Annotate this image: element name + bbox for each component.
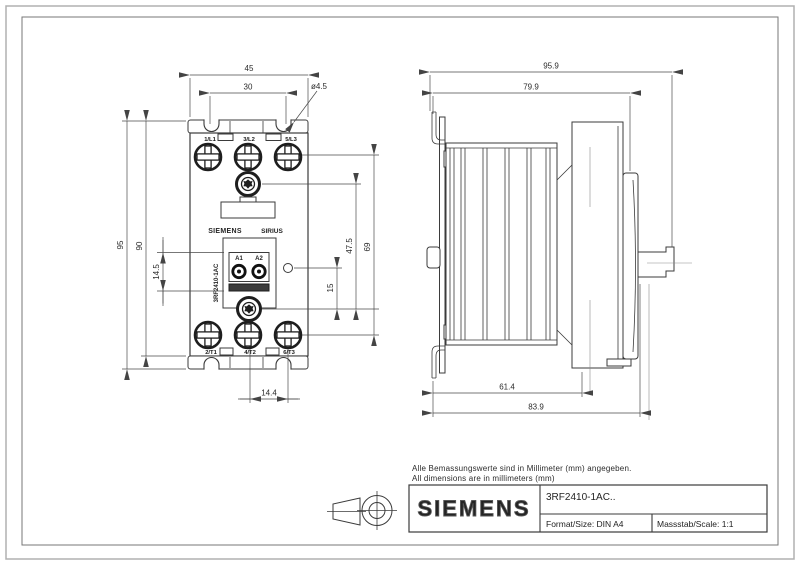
cover-bottom-tab (607, 359, 631, 366)
dim-terminal-span-69 (302, 155, 379, 335)
terminal-tab-top-2 (266, 134, 281, 141)
dim-text-30: 30 (243, 82, 253, 92)
screw-terminal-1l1 (195, 144, 221, 170)
title-part-number: 3RF2410-1AC.. (546, 492, 616, 503)
title-scale: Massstab/Scale: 1:1 (657, 519, 734, 529)
device-brand-text: SIEMENS (208, 228, 242, 235)
terminal-label-1l1: 1/L1 (204, 137, 216, 143)
mounting-slot-left (204, 119, 219, 131)
terminal-label-5l3: 5/L3 (285, 137, 297, 143)
side-knob (638, 247, 674, 277)
dim-text-14-4: 14.4 (261, 388, 277, 398)
dim-text-90: 90 (135, 241, 144, 251)
dim-text-47-5: 47.5 (345, 238, 354, 254)
note-german: Alle Bemassungswerte sind in Millimeter (mm) angegeben. (412, 464, 632, 473)
device-model-text: 3RF2410-1AC (214, 263, 220, 303)
heatsink (446, 143, 557, 345)
screw-terminal-6t3 (275, 322, 301, 348)
mounting-slot-bottom-left (204, 358, 219, 370)
screw-terminal-3l2 (235, 144, 261, 170)
control-terminal-a1 (233, 265, 245, 277)
side-view (427, 112, 692, 420)
control-block-bar (229, 284, 269, 291)
outer-page-border (6, 6, 794, 559)
device-series-text: SIRIUS (261, 228, 283, 235)
label-plate (221, 202, 275, 218)
torx-screw-bottom (238, 298, 261, 321)
terminal-tab-bottom-1 (220, 348, 233, 355)
din-latch (427, 247, 440, 268)
title-block (409, 485, 767, 532)
terminal-label-a1: A1 (235, 256, 243, 262)
torx-screw-top (237, 173, 260, 196)
title-format: Format/Size: DIN A4 (546, 519, 624, 529)
dim-inner-height-90 (135, 121, 186, 356)
mounting-slot-right (276, 119, 291, 131)
dim-text-95: 95 (116, 240, 125, 250)
control-terminal-a2 (253, 265, 265, 277)
knob-centerlines (647, 263, 692, 420)
dim-text-95-9: 95.9 (543, 61, 559, 71)
screw-terminal-2t1 (195, 322, 221, 348)
dim-heatsink-depth-61-4 (433, 372, 582, 397)
terminal-label-2t1: 2/T1 (205, 350, 217, 356)
terminal-tab-top-1 (218, 134, 233, 141)
dim-height-95 (116, 121, 186, 369)
dim-text-69: 69 (363, 242, 372, 252)
dim-text-45: 45 (244, 64, 254, 73)
mounting-slot-bottom-right (276, 358, 291, 370)
terminal-tab-bottom-2 (266, 348, 279, 355)
projection-symbol (327, 491, 397, 530)
label-plate-tab (240, 197, 256, 202)
screw-terminal-4t2 (235, 322, 261, 348)
terminal-label-6t3: 6/T3 (283, 350, 295, 356)
dim-text-14-5: 14.5 (152, 264, 161, 280)
dim-text-hole: ø4.5 (311, 82, 328, 91)
terminal-label-3l2: 3/L2 (243, 137, 255, 143)
dim-text-83-9: 83.9 (528, 402, 544, 412)
inner-drawing-frame (22, 17, 778, 545)
note-english: All dimensions are in millimeters (mm) (412, 474, 555, 483)
side-body (572, 122, 623, 368)
siemens-logo: SIEMENS (417, 496, 531, 521)
led-indicator (284, 264, 293, 273)
terminal-label-a2: A2 (255, 256, 263, 262)
dim-hole-diameter (294, 82, 328, 122)
dimension-notes (412, 464, 632, 483)
dim-text-79-9: 79.9 (523, 82, 539, 92)
terminal-label-4t2: 4/T2 (244, 350, 256, 356)
dim-text-15: 15 (326, 283, 335, 293)
heatsink-body-transition (557, 165, 572, 345)
dim-slot-spacing-30 (210, 83, 286, 125)
front-view (188, 119, 308, 369)
screw-terminal-5l3 (275, 144, 301, 170)
dim-text-61-4: 61.4 (499, 382, 515, 392)
